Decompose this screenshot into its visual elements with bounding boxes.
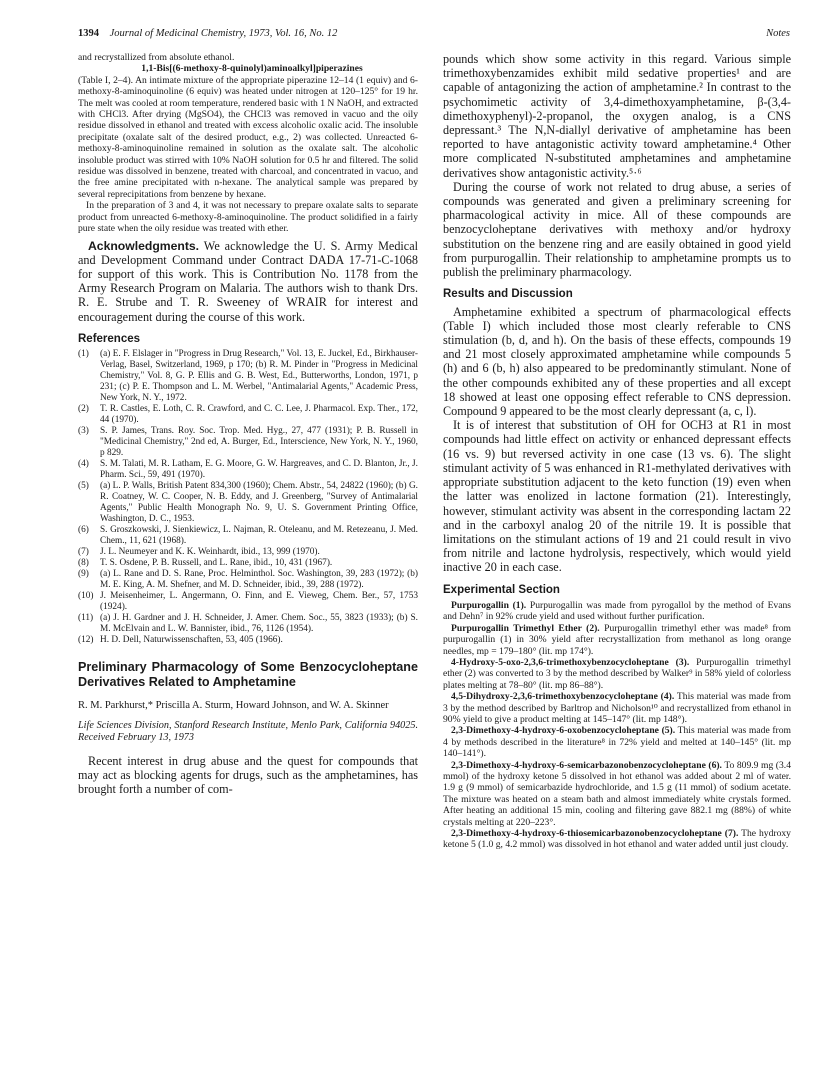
experimental-heading: Experimental Section <box>443 583 560 596</box>
reference-item <box>78 426 418 459</box>
reference-number: (10) <box>78 591 94 602</box>
reference-number: (7) <box>78 547 89 558</box>
paragraph: Amphetamine exhibited a spectrum of pharmacological effects (Table I) which included those most clearly referable to CNS stimulation (b, d, and h). On the basis of these effects, compounds 19 and 21 most closely approximated amphetamine while compounds 5 (h) and 6 (b, h) also appeared to be predominantly stimulant. None of the other compounds exhibited any of these properties and all except 18 showed at least one opposing effect referable to CNS depression. Compound 9 appeared to be the most clearly depressant (a, c, l). <box>443 304 791 419</box>
page-number: 1394 <box>78 28 99 39</box>
paragraph: and recrystallized from absolute ethanol. <box>78 52 235 63</box>
paragraph <box>443 600 791 623</box>
reference-item <box>78 558 418 569</box>
ack-label: Acknowledgments. <box>88 238 200 253</box>
paragraph-text: This material was made from 3 by the method described by Barltrop and Nicholson¹⁰ and recrystallized from ethanol in 90% yield to give a product melting at 145–147° (lit. mp 148°). <box>443 691 791 725</box>
left-column <box>78 52 418 796</box>
results-section <box>443 305 791 575</box>
reference-number: (12) <box>78 635 94 646</box>
reference-item <box>78 525 418 547</box>
paragraph-text: The hydroxy ketone 5 (1.0 g, 4.2 mmol) was dissolved in hot ethanol and water added until just cloudy. <box>443 828 791 851</box>
reference-item <box>78 481 418 525</box>
article-title: Preliminary Pharmacology of Some Benzocycloheptane Derivatives Related to Amphetamine <box>78 660 418 690</box>
reference-text: (a) J. H. Gardner and J. H. Schneider, J. Amer. Chem. Soc., 55, 3823 (1933); (b) S. M. McElvain and L. W. Bannister, ibid., 76, 1126 (1954). <box>100 613 418 635</box>
results-heading: Results and Discussion <box>443 288 573 301</box>
paragraph <box>443 691 791 725</box>
compound-label: Purpurogallin (1). <box>451 599 527 611</box>
reference-number: (11) <box>78 613 94 624</box>
compound-label: 2,3-Dimethoxy-4-hydroxy-6-oxobenzocycloheptane (5). <box>451 725 676 737</box>
intro-continued <box>443 52 791 279</box>
paragraph-text: Purpurogallin trimethyl ether (2) was converted to 3 by the method described by Walker⁹ in 58% yield of colorless plates melting at 78–80° (lit. mp 86–88°). <box>443 656 791 691</box>
ack-text: We acknowledge the U. S. Army Medical and Development Command under Contract DADA 17-71-C-1068 for support of this work. This is Contribution No. 1178 from the Army Research Program on Malaria. The authors wish to thank Drs. R. E. Strube and T. R. Sweeney of WRAIR for interest and encouragement during the course of this work. <box>78 238 418 324</box>
reference-text: T. S. Osdene, P. B. Russell, and L. Rane, ibid., 10, 431 (1967). <box>100 558 333 569</box>
journal-citation: Journal of Medicinal Chemistry, 1973, Vol. 16, No. 12 <box>109 28 338 39</box>
paragraph <box>443 760 791 828</box>
reference-text: (a) L. P. Walls, British Patent 834,300 (1960); Chem. Abstr., 54, 24822 (1960); (b) G. R. Coatney, W. C. Cooper, N. B. Eddy, and J. Greenberg, "Survey of Antimalarial Agents," Public Health Monograph No. 9, U. S. Government Printing Office, Washington, D. C., 1953. <box>100 481 418 525</box>
paragraph: In the preparation of 3 and 4, it was not necessary to prepare oxalate salts to separate product from unreacted 6-methoxy-8-aminoquinoline. The product solidified in a fairly pure state when the oily residue was treated with ether. <box>78 200 418 235</box>
reference-text: (a) L. Rane and D. S. Rane, Proc. Helminthol. Soc. Washington, 39, 283 (1972); (b) M. E. King, A. M. Shefner, and M. D. Schneider, ibid., 39, 288 (1972). <box>100 569 418 591</box>
paragraph <box>443 828 791 851</box>
introduction <box>78 754 418 797</box>
paragraph: pounds which show some activity in this regard. Various simple trimethoxybenzamides exhibit mild sedative properties¹ and are capable of antagonizing the action of amphetamine.² In contrast to the psychomimetic activity of 3,4-dimethoxyamphetamine, β-(3,4-dimethoxyphenyl)-2-propanol, the oxygen analog, is a CNS depressant.³ The N,N-diallyl derivative of amphetamine has been reported to have antagonistic activity toward amphetamine.⁴ Other more complicated N-substituted amphetamines and amphetamine derivatives show antagonistic activity.⁵·⁶ <box>443 52 791 180</box>
reference-item <box>78 635 418 646</box>
paragraph <box>443 657 791 691</box>
paragraph: During the course of work not related to drug abuse, a series of compounds was generated and given a preliminary screening for pharmacological activity in mice. All of these compounds are benzocycloheptane derivatives with methoxy and/or hydroxy substitution on the benzene ring and are easily obtained in good yield from purpurogallin. Their relationship to amphetamine prompts us to publish the preliminary pharmacology. <box>443 179 791 280</box>
reference-number: (3) <box>78 426 89 437</box>
reference-number: (4) <box>78 459 89 470</box>
compound-heading: 1,1-Bis[(6-methoxy-8-quinolyl)aminoalkyl]piperazines <box>141 63 363 75</box>
paragraph: It is of interest that substitution of OH for OCH3 at R1 in most compounds had little effect on activity or enhanced depressant effects (16 vs. 9) but reversed activity in one case (13 vs. 6). The slight stimulant activity of 5 was enhanced in R1-methylated derivatives with appropriate substitution adjacent to the keto function (19) even when the latter was enolized in lactone formation (21). Interestingly, however, stimulant activity was absent in the corresponding lactam 22 and in the carboxyl analog 20 of the nitrile 19. It is possible that limitations on the stimulant actions of 19 and 21 could result in vivo from nitrile and lactone hydrolysis, respectively, which would yield inactive 20 in each case. <box>443 418 791 575</box>
references-heading: References <box>78 332 141 345</box>
reference-text: (a) E. F. Elslager in "Progress in Drug Research," Vol. 13, E. Juckel, Ed., Birkhauser-Verlag, Basel, Switzerland, 1969, p 170; (b) R. M. Pinder in "Progress in Medicinal Chemistry," Vol. 8, G. P. Ellis and G. B. West, Ed., Butterworths, London, 1971, p 231; (c) P. E. Thompson and L. M. Werbel, "Antimalarial Agents," Academic Press, New York, N. Y., 1972. <box>100 349 418 404</box>
compound-label: 4,5-Dihydroxy-2,3,6-trimethoxybenzocycloheptane (4). <box>451 691 675 703</box>
paragraph <box>443 725 791 759</box>
reference-number: (2) <box>78 404 89 415</box>
compound-label: 2,3-Dimethoxy-4-hydroxy-6-semicarbazonobenzocycloheptane (6). <box>451 759 722 771</box>
reference-item <box>78 404 418 426</box>
reference-item <box>78 613 418 635</box>
paragraph <box>443 623 791 657</box>
paragraph: Recent interest in drug abuse and the quest for compounds that may act as blocking agents for drugs, such as the amphetamines, has brought forth a number of com- <box>78 753 418 796</box>
reference-item <box>78 569 418 591</box>
reference-item <box>78 349 418 404</box>
reference-text: J. Meisenheimer, L. Angermann, O. Finn, and E. Vieweg, Chem. Ber., 57, 1753 (1924). <box>100 591 418 613</box>
reference-text: S. M. Talati, M. R. Latham, E. G. Moore, G. W. Hargreaves, and C. D. Blanton, Jr., J. Pharm. Sci., 59, 491 (1970). <box>100 459 418 481</box>
reference-number: (8) <box>78 558 89 569</box>
reference-item <box>78 459 418 481</box>
paragraph-text: Purpurogallin trimethyl ether was made⁸ from purpurogallin (1) in 30% yield after recrystallization from methanol as long orange needles, mp = 179–180° (lit. mp 174°). <box>443 622 791 657</box>
reference-text: J. L. Neumeyer and K. K. Weinhardt, ibid., 13, 999 (1970). <box>100 547 320 558</box>
paragraph-text: Purpurogallin was made from pyrogallol by the method of Evans and Dehn⁷ in 92% crude yield and used without further purification. <box>443 599 792 623</box>
acknowledgments <box>78 239 418 324</box>
reference-number: (5) <box>78 481 89 492</box>
reference-number: (1) <box>78 349 89 360</box>
experimental-section <box>443 600 791 851</box>
compound-label: 4-Hydroxy-5-oxo-2,3,6-trimethoxybenzocycloheptane (3). <box>451 656 690 668</box>
paragraph: (Table I, 2–4). An intimate mixture of the appropriate piperazine 12–14 (1 equiv) and 6-methoxy-8-aminoquinoline (6 equiv) was heated under nitrogen at 120–125° for 19 hr. The melt was cooled at room temperature, rendered basic with 1 N NaOH, and extracted with CHCl3. After drying (MgSO4), the CHCl3 was removed in vacuo and the oily residue dissolved in ethanol and treated with excess alcoholic oxalic acid. The insoluble precipitate (oxalate salt of the desired product, e.g., 2) was collected. Unreacted 6-methoxy-8-aminoquinoline remained in solution as the oxalate salt. The alcoholic insoluble product was stirred with 10% NaOH solution for 0.5 hr and filtered. The solid residue was dissolved in benzene, treated with charcoal, and concentrated in vacuo, and the free amine precipitated with n-hexane. The analytical sample was prepared by several reprecipitations from benzene by hexane. <box>78 74 418 200</box>
affiliation: Life Sciences Division, Stanford Research Institute, Menlo Park, California 94025. Received February 13, 1973 <box>78 719 418 743</box>
paragraph-text: To 809.9 mg (3.4 mmol) of the hydroxy ketone 5 dissolved in hot ethanol was added about 2 ml of water. 1.9 g (9 mmol) of semicarbazide hydrochloride, and 1.5 g (11 mmol) of sodium acetate. The mixture was heated on a steam bath and almost immediately white crystals formed. After heating an additional 15 min, cooling and filtering gave 882.1 mg (88%) of white crystals melting at 220–223°. <box>443 759 791 828</box>
reference-item <box>78 547 418 558</box>
running-header <box>78 28 790 42</box>
paragraph-text: This material was made from 4 by methods described in the literature⁸ in 72% yield and melted at 140–145° (lit. mp 140–141°). <box>443 725 791 760</box>
section-label: Notes <box>766 28 790 39</box>
reference-text: S. Groszkowski, J. Sienkiewicz, L. Najman, R. Oteleanu, and M. Retezeanu, J. Med. Chem., 11, 621 (1968). <box>100 525 418 547</box>
right-column <box>443 52 791 851</box>
compound-label: 2,3-Dimethoxy-4-hydroxy-6-thiosemicarbazonobenzocycloheptane (7). <box>451 828 739 840</box>
authors: R. M. Parkhurst,* Priscilla A. Sturm, Howard Johnson, and W. A. Skinner <box>78 700 389 712</box>
reference-item <box>78 591 418 613</box>
reference-text: H. D. Dell, Naturwissenschaften, 53, 405 (1966). <box>100 635 283 646</box>
reference-text: T. R. Castles, E. Loth, C. R. Crawford, and C. C. Lee, J. Pharmacol. Exp. Ther., 172, 44 (1970). <box>100 404 418 426</box>
reference-number: (6) <box>78 525 89 536</box>
reference-number: (9) <box>78 569 89 580</box>
reference-text: S. P. James, Trans. Roy. Soc. Trop. Med. Hyg., 27, 477 (1931); P. B. Russell in "Medicinal Chemistry," 2nd ed, A. Burger, Ed., Interscience, New York, N. Y., 1960, p 829. <box>100 426 418 459</box>
compound-label: Purpurogallin Trimethyl Ether (2). <box>451 622 600 634</box>
reference-list <box>78 349 418 646</box>
